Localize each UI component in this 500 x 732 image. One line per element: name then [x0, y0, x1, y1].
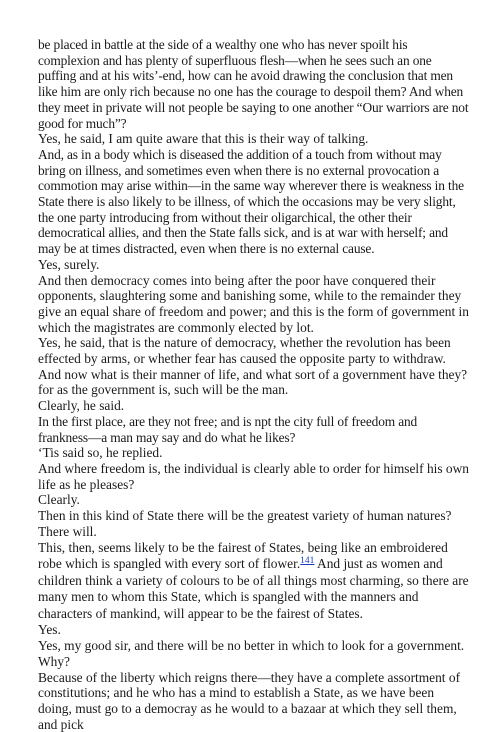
paragraph: And then democracy comes into being after the poor have conquered their opponents, slaughtering some and banishing some, while to the remainder they give an equal share of freedom and power; and this is the form of government in which the magistrates are commonly elected by lot.	[38, 272, 469, 335]
paragraph: And now what is their manner of life, and what sort of a government have they? for as the government is, such will be the man.	[38, 366, 468, 398]
paragraph: Then in this kind of State there will be the greatest variety of human natures?	[38, 508, 452, 524]
paragraph: Why?	[38, 653, 70, 669]
paragraph: Yes, surely.	[38, 256, 100, 272]
paragraph-text: And just as women and children think a variety of colours to be of all things most charming, so there are many men to whom this State, which is spangled with the manners and characters of mankind, will appear to be the fairest of States.	[38, 556, 469, 621]
paragraph: And where freedom is, the individual is clearly able to order for himself his own life as he pleases?	[38, 460, 469, 492]
paragraph: And, as in a body which is diseased the addition of a touch from without may bring on illness, and sometimes even when there is no external provocation a commotion may arise within—in the same way wherever there is weakness in the State there is also likely to be illness, of which the occasions may be very slight, the one party introducing from without their oligarchical, the other their democratical allies, and then the State falls sick, and is at war with herself; and may be at times distracted, even when there is no external cause.	[38, 146, 464, 257]
paragraph: Yes, he said, that is the nature of democracy, whether the revolution has been effected by arms, or whether fear has caused the opposite party to withdraw.	[38, 335, 451, 367]
paragraph: be placed in battle at the side of a wealthy one who has never spoilt his complexion and has plenty of superfluous flesh—when he sees such an one puffing and at his wits’-end, how can he avoid drawing the conclusion that men like him are only rich because no one has the courage to despoil them? And when they meet in private will not people be saying to one another “Our warriors are not good for much”?	[38, 37, 469, 131]
footnote-link[interactable]: 141	[300, 556, 315, 567]
paragraph: Yes.	[38, 622, 61, 638]
paragraph: Yes, my good sir, and there will be no better in which to look for a government.	[38, 638, 465, 654]
paragraph: In the first place, are they not free; and is npt the city full of freedom and frankness—a man may say and do what he likes?	[38, 413, 418, 445]
paragraph: There will.	[38, 523, 97, 539]
paragraph: Yes, he said, I am quite aware that this is their way of talking.	[38, 131, 369, 147]
paragraph-text: This, then, seems likely to be the fairest of States, being like an embroidered robe which is spangled with every sort of flower.	[38, 539, 448, 572]
paragraph: Because of the liberty which reigns there—they have a complete assortment of constitutions; and he who has a mind to establish a State, as we have been doing, must go to a democray as he would to a bazaar at which they sell them, and pick	[38, 669, 461, 732]
document-page	[38, 37, 470, 732]
paragraph: Clearly.	[38, 492, 80, 508]
paragraph: Clearly, he said.	[38, 398, 125, 414]
paragraph-with-footnote	[38, 540, 470, 623]
paragraph: ‘Tis said so, he replied.	[38, 445, 163, 461]
